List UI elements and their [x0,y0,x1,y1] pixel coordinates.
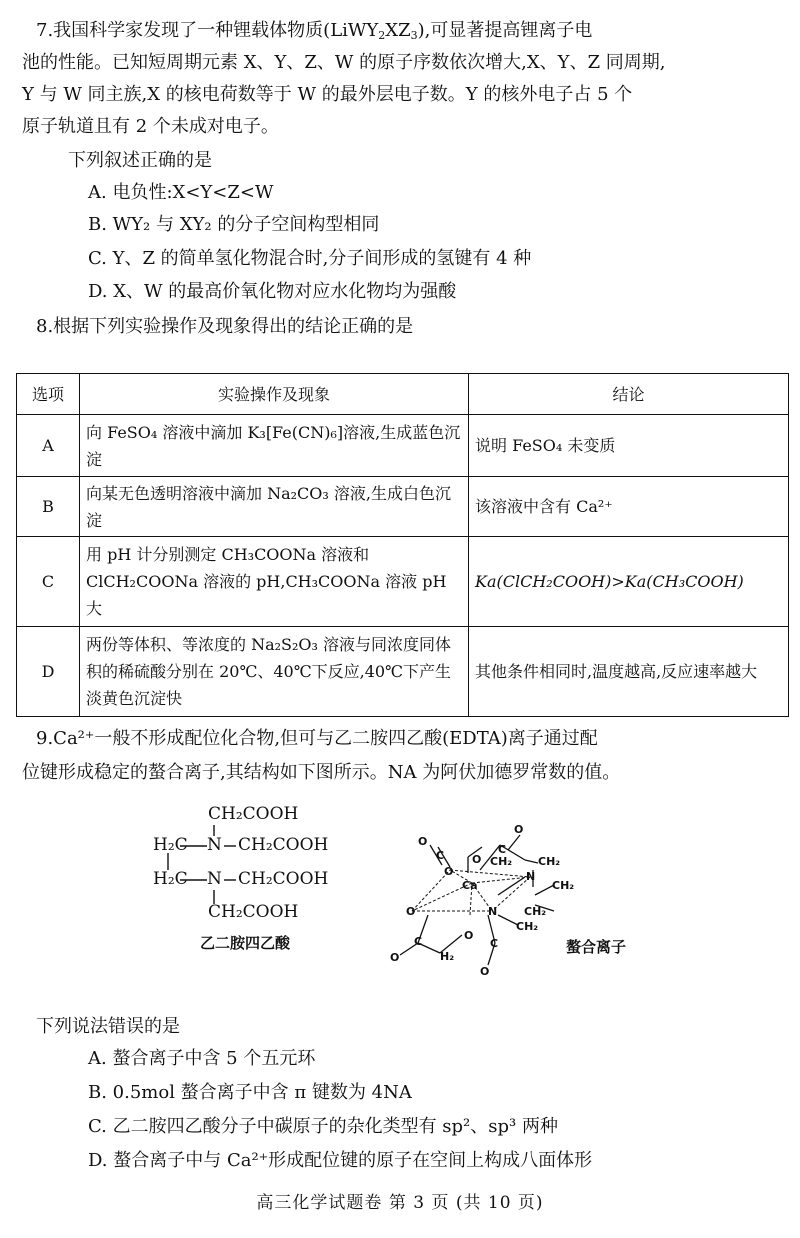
chelate-ch2-3: CH₂ [552,879,575,892]
edta-caption: 乙二胺四乙酸 [200,934,291,952]
edta-bottom-group: CH₂COOH [208,902,299,922]
row-b-option: B [17,477,80,537]
chelate-o-7: O [390,951,400,964]
edta-row1-right: CH₂COOH [238,835,329,855]
header-operation: 实验操作及现象 [80,374,469,415]
chelate-h2: H₂ [440,950,455,963]
q7-option-b: B. WY₂ 与 XY₂ 的分子空间构型相同 [88,214,380,235]
experiment-table [16,373,789,717]
edta-bonds [150,820,350,920]
row-c-operation: 用 pH 计分别测定 CH₃COONa 溶液和 ClCH₂COONa 溶液的 pH,CH₃COONa 溶液 pH 大 [80,537,469,627]
row-b-operation: 向某无色透明溶液中滴加 Na₂CO₃ 溶液,生成白色沉淀 [80,477,469,537]
chelate-c-4: C [490,937,499,950]
q9-stem-line-1: 9.Ca²⁺一般不形成配位化合物,但可与乙二胺四乙酸(EDTA)离子通过配 [36,728,598,749]
row-a-operation: 向 FeSO₄ 溶液中滴加 K₃[Fe(CN)₆]溶液,生成蓝色沉淀 [80,415,469,477]
q9-prompt: 下列说法错误的是 [36,1016,180,1037]
chelate-o-6: O [514,823,524,836]
q7-stem-line-4: 原子轨道且有 2 个未成对电子。 [22,116,279,137]
chelate-ch2-4: CH₂ [524,905,547,918]
q8-stem: 8.根据下列实验操作及现象得出的结论正确的是 [36,316,414,337]
q9-option-d: D. 螯合离子中与 Ca²⁺形成配位键的原子在空间上构成八面体形 [88,1150,593,1171]
edta-row1-left: H₂C [153,835,188,855]
table-row [17,537,789,627]
chelate-o-4: O [464,929,474,942]
chelate-ca: Ca [462,879,478,892]
q9-stem-line-2: 位键形成稳定的螯合离子,其结构如下图所示。NA 为阿伏加德罗常数的值。 [22,762,621,783]
q7-prompt: 下列叙述正确的是 [68,150,212,171]
chelate-o-5: O [418,835,428,848]
chelate-ch2-1: CH₂ [490,855,513,868]
row-c-option: C [17,537,80,627]
chelate-o-3: O [406,905,416,918]
q9-option-b: B. 0.5mol 螯合离子中含 π 键数为 4NA [88,1082,412,1103]
q9-option-a: A. 螯合离子中含 5 个五元环 [88,1048,316,1069]
edta-row2-left: H₂C [153,869,188,889]
q7-stem-line-1: 7.我国科学家发现了一种锂载体物质$(LiWY_2XZ_3)$,可显著提高锂离子电 [36,20,593,42]
chelate-c-2: C [498,843,507,856]
row-d-conclusion: 其他条件相同时,温度越高,反应速率越大 [469,627,789,717]
row-d-option: D [17,627,80,717]
chelate-n-upper: N [526,870,536,883]
row-a-conclusion: 说明 FeSO₄ 未变质 [469,415,789,477]
row-b-conclusion: 该溶液中含有 Ca²⁺ [469,477,789,537]
edta-row2-right: CH₂COOH [238,869,329,889]
chelate-o-1: O [444,865,454,878]
row-d-operation: 两份等体积、等浓度的 Na₂S₂O₃ 溶液与同浓度同体积的稀硫酸分别在 20℃、40℃下反应,40℃下产生淡黄色沉淀快 [80,627,469,717]
header-option: 选项 [17,374,80,415]
table-row [17,477,789,537]
q9-option-c: C. 乙二胺四乙酸分子中碳原子的杂化类型有 sp²、sp³ 两种 [88,1116,558,1137]
q7-option-d: D. X、W 的最高价氧化物对应水化物均为强酸 [88,281,457,302]
edta-n2: N [207,869,222,889]
chelate-o-8: O [480,965,490,975]
chelate-caption: 螯合离子 [566,938,627,956]
edta-top-group: CH₂COOH [208,804,299,824]
table-row [17,627,789,717]
row-a-option: A [17,415,80,477]
q7-stem-line-3: Y 与 W 同主族,X 的核电荷数等于 W 的最外层电子数。Y 的核外电子占 5 个 [22,84,633,105]
chelate-c-3: C [414,935,423,948]
edta-n1: N [207,835,222,855]
q7-stem-line-2: 池的性能。已知短周期元素 X、Y、Z、W 的原子序数依次增大,X、Y、Z 同周期, [22,52,666,73]
q7-option-a: A. 电负性:X<Y<Z<W [88,182,274,203]
chelate-o-2: O [472,853,482,866]
page-footer: 高三化学试题卷 第 3 页 (共 10 页) [256,1193,544,1213]
chelate-n-lower: N [488,905,498,918]
chelate-ch2-2: CH₂ [538,855,561,868]
q7-option-c: C. Y、Z 的简单氢化物混合时,分子间形成的氢键有 4 种 [88,248,532,269]
row-c-conclusion: Ka(ClCH₂COOH)>Ka(CH₃COOH) [469,537,789,627]
chelate-ch2-5: CH₂ [516,920,539,933]
table-row [17,415,789,477]
chelate-c-1: C [436,849,445,862]
table-header-row [17,374,789,415]
header-conclusion: 结论 [469,374,789,415]
